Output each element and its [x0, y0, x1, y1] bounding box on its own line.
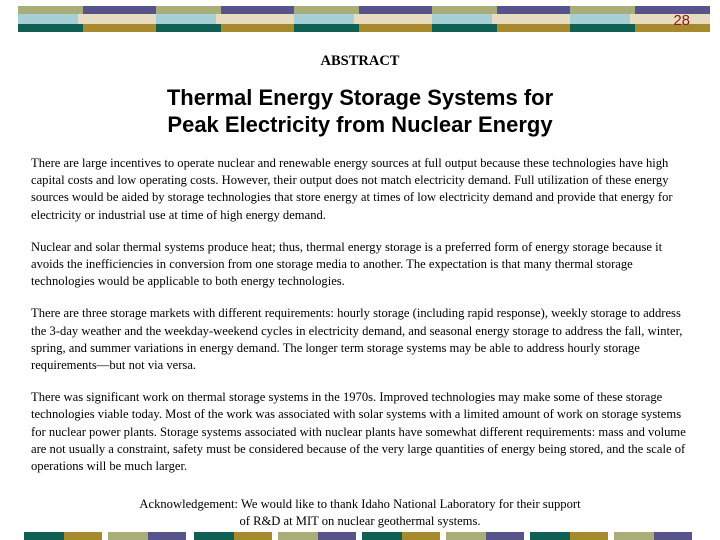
abstract-paragraph: Nuclear and solar thermal systems produce heat; thus, thermal energy storage is a preferred form of energy storage because it avoids the inefficiencies in conversion from one storage media to another. The expectation is that many thermal storage technologies would be applicable to both energy technologies. [31, 239, 663, 289]
abstract-paragraph: There are large incentives to operate nuclear and renewable energy sources at full output because these technologies have high capital costs and low operating costs. However, their output does not match electricity demand. Full utilization of these energy sources would be aided by storage technologies that store energy at times of low electricity demand and provide that energy for electricity or industrial use at time of high energy demand. [31, 156, 673, 222]
header-banner [0, 0, 720, 40]
ack-line: of R&D at MIT on nuclear geothermal systems. [239, 514, 481, 528]
title-line: Thermal Energy Storage Systems for [166, 85, 554, 110]
abstract-paragraph: There are three storage markets with different requirements: hourly storage (including rapid response), weekly storage to address the 3-day weather and the weekday-weekend cycles in electricity demand, and seasonal energy storage to address the fall, winter, spring, and summer variations in energy demand. The longer term storage systems may be able to address hourly storage requirements—but not via versa. [31, 306, 683, 373]
banner-tile [432, 6, 572, 32]
ack-line: Acknowledgement: We would like to thank Idaho National Laboratory for their support [139, 497, 581, 511]
banner-tile [156, 6, 296, 32]
slide-title [0, 84, 720, 138]
abstract-paragraph: There was significant work on thermal storage systems in the 1970s. Improved technologies may make some of these storage technologies viable today. Most of the work was associated with solar systems with a limited amount of work on storage systems for nuclear power plants. Storage systems associated with nuclear plants have somewhat different requirements: mass and volume are not usually a constraint, safety must be considered because of the very large quantities of energy being stored, and the scale of operations will be much larger. [31, 390, 686, 474]
banner-tile [18, 6, 158, 32]
page-number: 28 [673, 12, 690, 29]
abstract-body [31, 155, 691, 490]
title-line: Peak Electricity from Nuclear Energy [167, 112, 553, 137]
footer-stripe [0, 532, 720, 540]
acknowledgement [0, 496, 720, 530]
section-heading: ABSTRACT [320, 53, 400, 69]
banner-tile [294, 6, 434, 32]
